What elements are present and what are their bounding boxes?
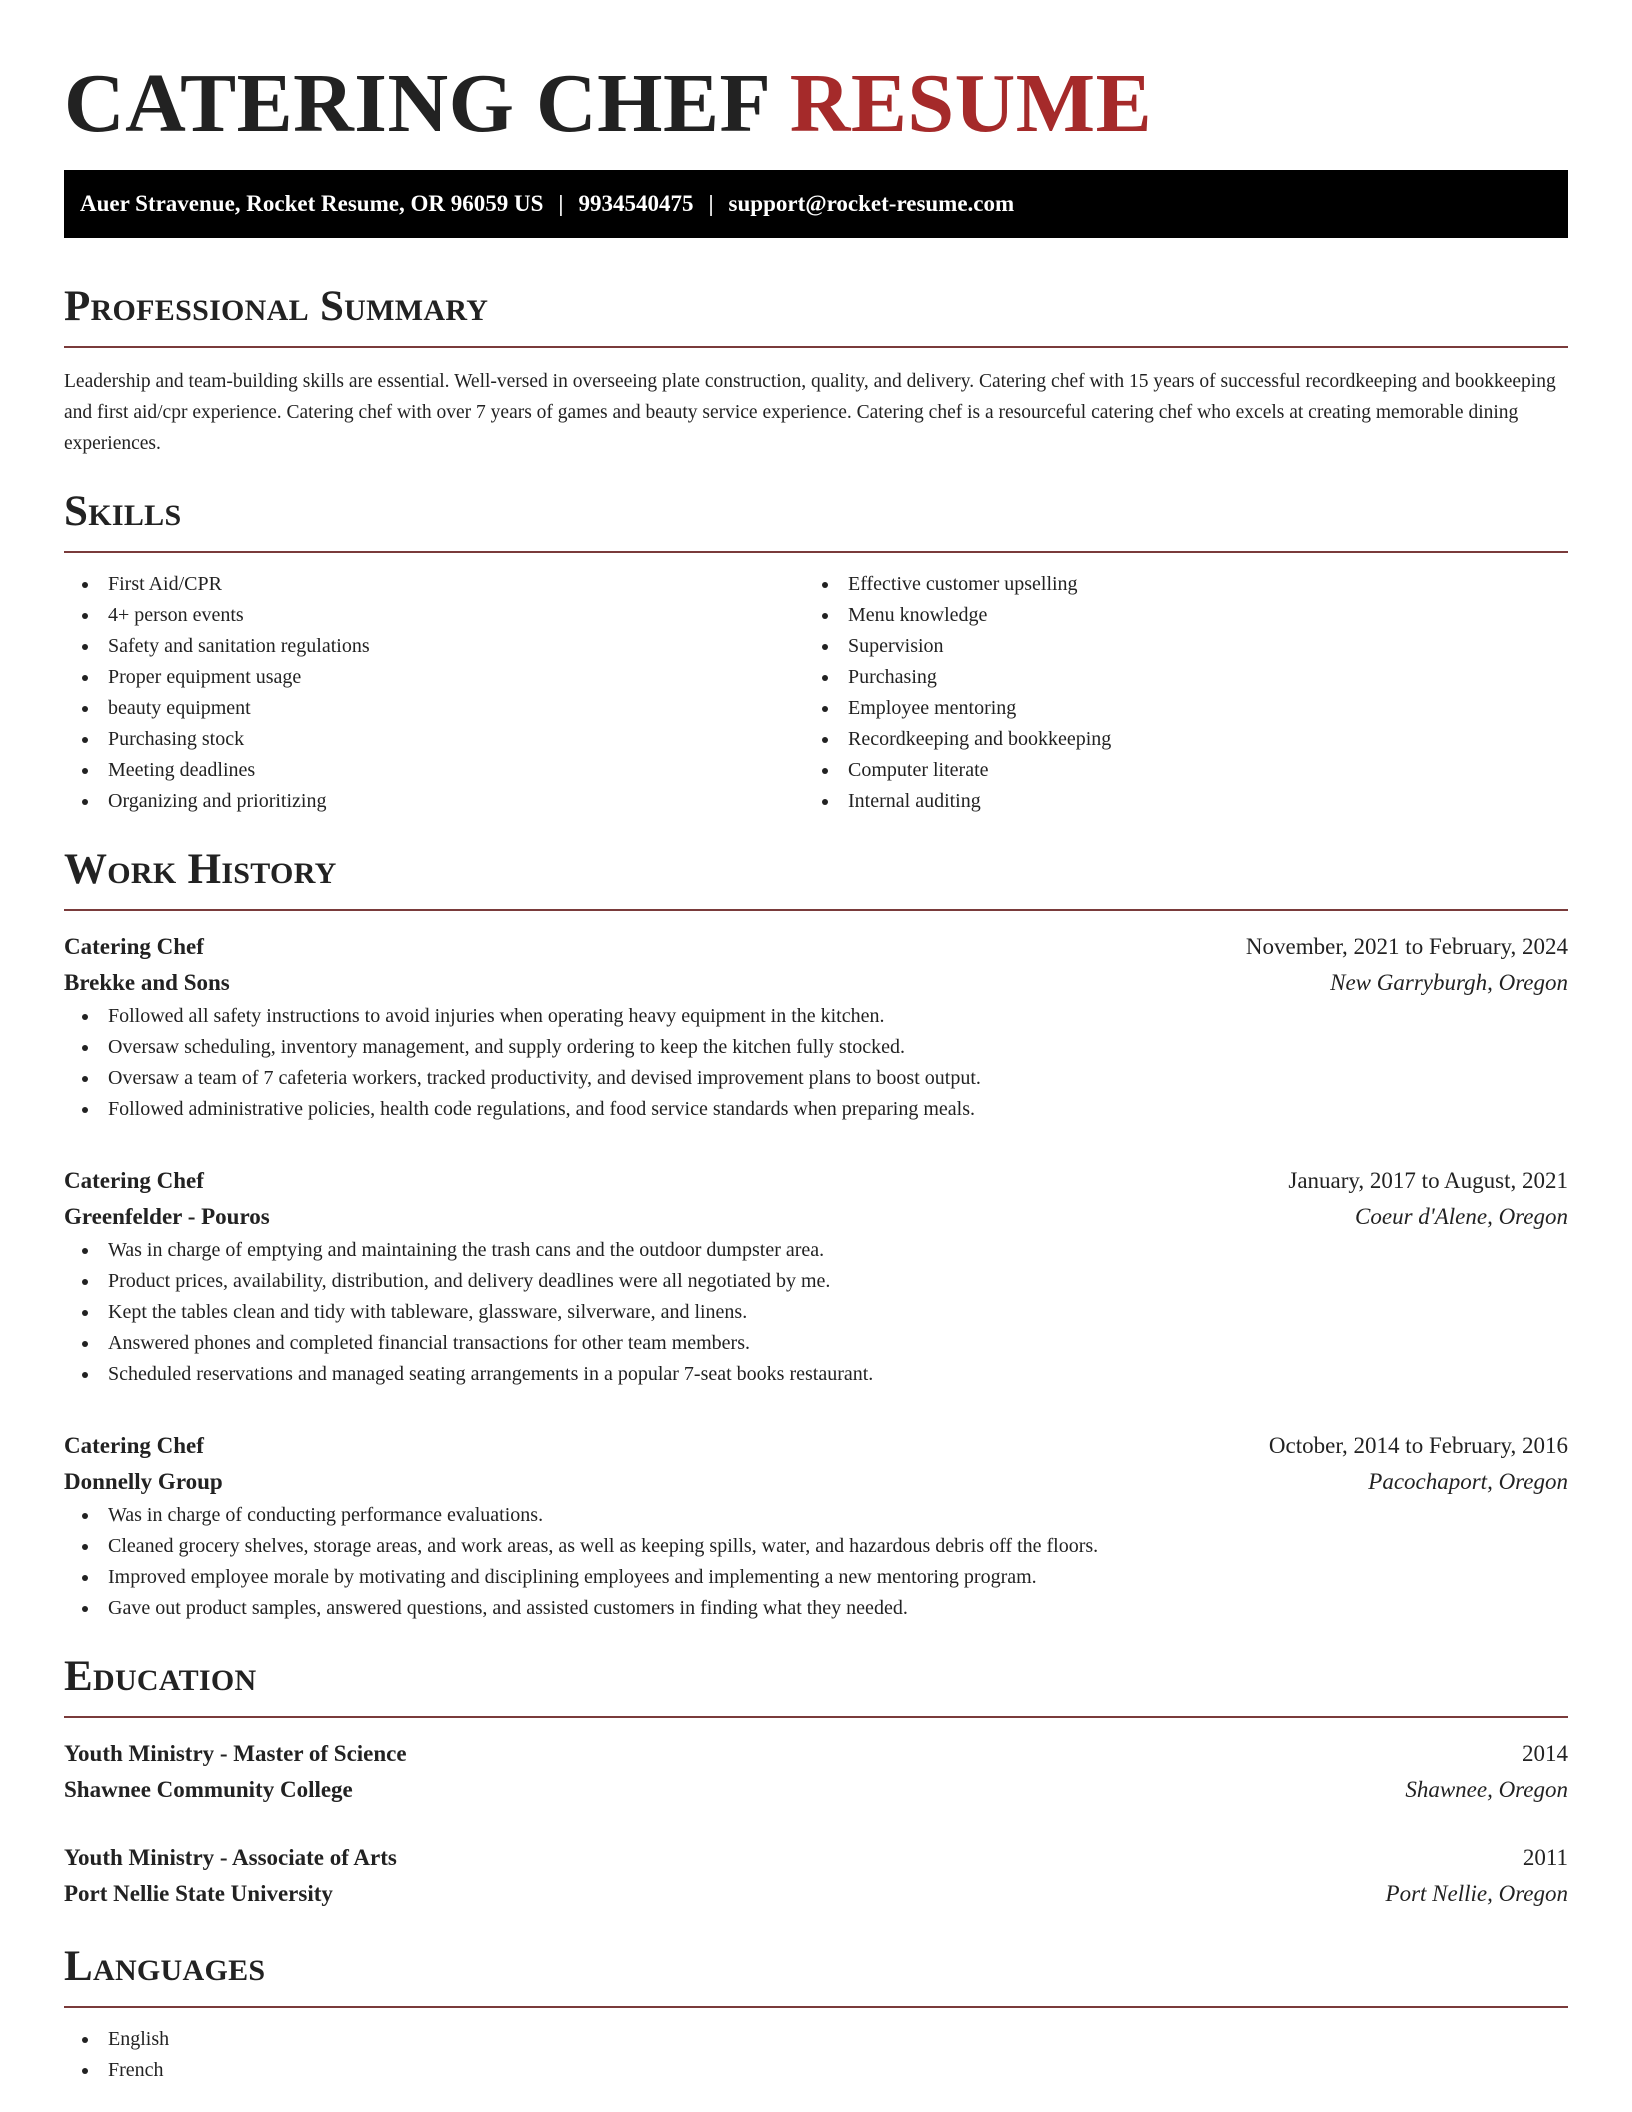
work-section	[64, 845, 1568, 1624]
job-dates: January, 2017 to August, 2021	[1288, 1168, 1568, 1193]
skills-right-list	[804, 569, 1544, 817]
education-location: Port Nellie, Oregon	[1385, 1881, 1568, 1906]
education-entry	[64, 1736, 1568, 1808]
contact-separator: |	[558, 191, 564, 216]
languages-section	[64, 1942, 1568, 2086]
skill-item: beauty equipment	[64, 693, 804, 724]
skill-item: Recordkeeping and bookkeeping	[804, 724, 1544, 755]
skill-item: Employee mentoring	[804, 693, 1544, 724]
language-item: English	[64, 2024, 1568, 2055]
skill-item: Safety and sanitation regulations	[64, 631, 804, 662]
job-duty: Answered phones and completed financial transactions for other team members.	[64, 1328, 1568, 1359]
job-location: Pacochaport, Oregon	[1368, 1469, 1568, 1494]
job-duties-list	[64, 1500, 1568, 1624]
education-school: Shawnee Community College	[64, 1777, 353, 1802]
job-entry	[64, 1428, 1568, 1624]
summary-text: Leadership and team-building skills are essential. Well-versed in overseeing plate construction, quality, and delivery. Catering chef with 15 years of successful recordkeeping and bookkeeping and first aid/cpr experience. Catering chef with over 7 years of games and beauty service experience. Catering chef is a resourceful catering chef who excels at creating memorable dining experiences.	[64, 371, 1556, 454]
section-divider	[64, 909, 1568, 911]
job-company: Donnelly Group	[64, 1469, 223, 1494]
job-company-row	[64, 1464, 1568, 1500]
job-duty: Gave out product samples, answered questions, and assisted customers in finding what they needed.	[64, 1593, 1568, 1624]
education-year: 2014	[1522, 1741, 1568, 1766]
skill-item: Computer literate	[804, 755, 1544, 786]
skill-item: Menu knowledge	[804, 600, 1544, 631]
skill-item: Effective customer upselling	[804, 569, 1544, 600]
education-degree: Youth Ministry - Master of Science	[64, 1741, 407, 1766]
job-duty: Was in charge of conducting performance evaluations.	[64, 1500, 1568, 1531]
section-divider	[64, 1716, 1568, 1718]
job-dates: November, 2021 to February, 2024	[1245, 934, 1568, 959]
skill-item: Purchasing stock	[64, 724, 804, 755]
languages-list	[64, 2024, 1568, 2086]
job-entry	[64, 929, 1568, 1125]
title-accent: RESUME	[789, 57, 1153, 150]
job-header-row	[64, 1163, 1568, 1199]
education-degree-row	[64, 1840, 1568, 1876]
education-degree-row	[64, 1736, 1568, 1772]
skills-left-list	[64, 569, 804, 817]
job-duty: Followed all safety instructions to avoid injuries when operating heavy equipment in the kitchen.	[64, 1001, 1568, 1032]
contact-bar	[64, 170, 1568, 238]
skill-item: Internal auditing	[804, 786, 1544, 817]
job-title: Catering Chef	[64, 1433, 204, 1458]
skills-section	[64, 487, 1568, 817]
job-duty: Cleaned grocery shelves, storage areas, and work areas, as well as keeping spills, water, and hazardous debris off the floors.	[64, 1531, 1568, 1562]
skill-item: Meeting deadlines	[64, 755, 804, 786]
job-title: Catering Chef	[64, 1168, 204, 1193]
job-location: New Garryburgh, Oregon	[1330, 970, 1568, 995]
skill-item: 4+ person events	[64, 600, 804, 631]
education-section	[64, 1652, 1568, 1912]
job-duties-list	[64, 1001, 1568, 1125]
summary-section	[64, 282, 1568, 459]
education-degree: Youth Ministry - Associate of Arts	[64, 1845, 397, 1870]
job-company-row	[64, 1199, 1568, 1235]
work-heading: Work History	[64, 846, 337, 893]
education-school-row	[64, 1772, 1568, 1808]
contact-address: Auer Stravenue, Rocket Resume, OR 96059 US	[80, 191, 544, 216]
skill-item: Organizing and prioritizing	[64, 786, 804, 817]
education-school: Port Nellie State University	[64, 1881, 333, 1906]
job-duty: Oversaw scheduling, inventory management, and supply ordering to keep the kitchen fully stocked.	[64, 1032, 1568, 1063]
job-company-row	[64, 965, 1568, 1001]
section-divider	[64, 346, 1568, 348]
job-duties-list	[64, 1235, 1568, 1390]
languages-heading: Languages	[64, 1943, 266, 1990]
skill-item: First Aid/CPR	[64, 569, 804, 600]
contact-phone: 9934540475	[578, 191, 694, 216]
job-duty: Kept the tables clean and tidy with tableware, glassware, silverware, and linens.	[64, 1297, 1568, 1328]
education-school-row	[64, 1876, 1568, 1912]
skills-heading: Skills	[64, 488, 182, 535]
resume-title	[64, 56, 1568, 152]
job-company: Greenfelder - Pouros	[64, 1204, 270, 1229]
job-duty: Oversaw a team of 7 cafeteria workers, tracked productivity, and devised improvement plans to boost output.	[64, 1063, 1568, 1094]
education-year: 2011	[1522, 1845, 1568, 1870]
education-heading: Education	[64, 1653, 257, 1700]
education-location: Shawnee, Oregon	[1405, 1777, 1568, 1802]
skill-item: Purchasing	[804, 662, 1544, 693]
contact-separator: |	[708, 191, 714, 216]
job-dates: October, 2014 to February, 2016	[1268, 1433, 1568, 1458]
education-entry	[64, 1840, 1568, 1912]
job-header-row	[64, 1428, 1568, 1464]
job-duty: Improved employee morale by motivating and disciplining employees and implementing a new mentoring program.	[64, 1562, 1568, 1593]
language-item: French	[64, 2055, 1568, 2086]
section-divider	[64, 551, 1568, 553]
title-main: CATERING CHEF	[64, 57, 769, 150]
job-entry	[64, 1163, 1568, 1390]
job-duty: Was in charge of emptying and maintaining the trash cans and the outdoor dumpster area.	[64, 1235, 1568, 1266]
job-duty: Product prices, availability, distribution, and delivery deadlines were all negotiated by me.	[64, 1266, 1568, 1297]
section-divider	[64, 2006, 1568, 2008]
job-company: Brekke and Sons	[64, 970, 230, 995]
contact-email: support@rocket-resume.com	[728, 191, 1015, 216]
summary-heading: Professional Summary	[64, 283, 489, 330]
job-location: Coeur d'Alene, Oregon	[1355, 1204, 1568, 1229]
job-header-row	[64, 929, 1568, 965]
skill-item: Proper equipment usage	[64, 662, 804, 693]
job-title: Catering Chef	[64, 934, 204, 959]
job-duty: Followed administrative policies, health code regulations, and food service standards when preparing meals.	[64, 1094, 1568, 1125]
job-duty: Scheduled reservations and managed seating arrangements in a popular 7-seat books restaurant.	[64, 1359, 1568, 1390]
skills-grid	[64, 569, 1568, 817]
skill-item: Supervision	[804, 631, 1544, 662]
